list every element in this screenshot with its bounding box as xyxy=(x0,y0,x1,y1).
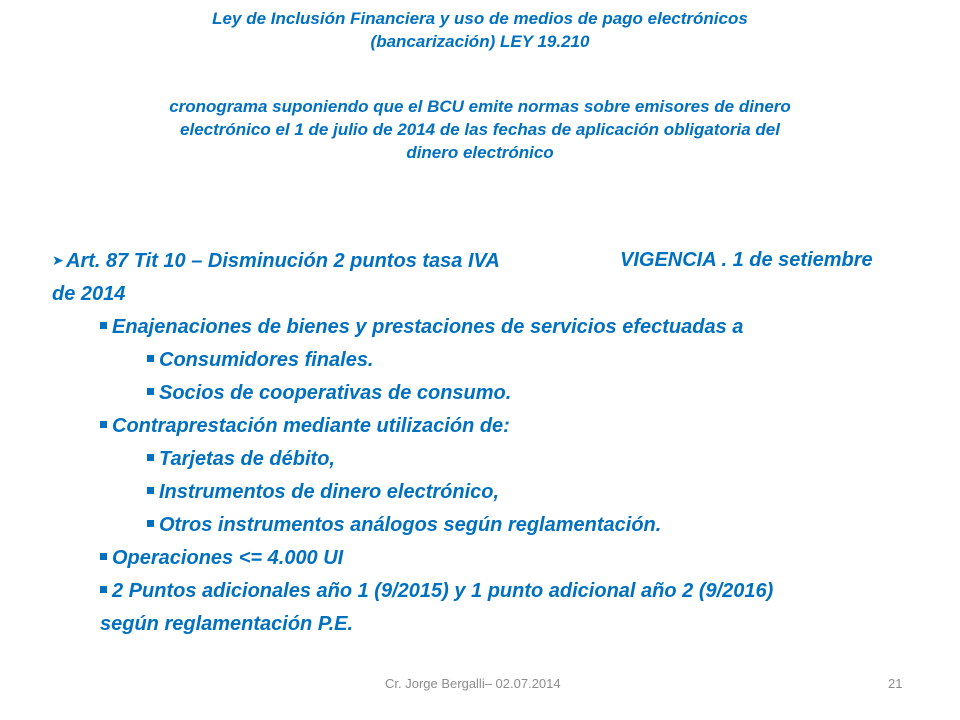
square-bullet-icon xyxy=(100,421,107,428)
square-bullet-icon xyxy=(147,454,154,461)
list-item: Contraprestación mediante utilización de: xyxy=(52,410,922,443)
square-bullet-icon xyxy=(100,586,107,593)
list-item: Operaciones <= 4.000 UI xyxy=(52,542,922,575)
article-text: Art. 87 Tit 10 – Disminución 2 puntos tasa IVA xyxy=(66,250,500,272)
square-bullet-icon xyxy=(147,520,154,527)
subtitle-line-2: electrónico el 1 de julio de 2014 de las fechas de aplicación obligatoria del xyxy=(180,120,780,139)
vigencia-text: VIGENCIA . 1 de setiembre xyxy=(620,249,873,271)
list-item-continued: según reglamentación P.E. xyxy=(100,613,354,635)
list-item: Enajenaciones de bienes y prestaciones de servicios efectuadas a xyxy=(52,311,922,344)
square-bullet-icon xyxy=(100,322,107,329)
square-bullet-icon xyxy=(147,355,154,362)
square-bullet-icon xyxy=(147,388,154,395)
list-item: Consumidores finales. xyxy=(52,344,922,377)
square-bullet-icon xyxy=(147,487,154,494)
bullet-list xyxy=(52,244,922,641)
subtitle-line-1: cronograma suponiendo que el BCU emite normas sobre emisores de dinero xyxy=(169,97,791,116)
list-item: Otros instrumentos análogos según reglamentación. xyxy=(52,509,922,542)
article-line-continued: de 2014 xyxy=(52,283,126,305)
article-line xyxy=(52,244,922,278)
slide-subtitle xyxy=(0,95,960,164)
list-item: Socios de cooperativas de consumo. xyxy=(52,377,922,410)
square-bullet-icon xyxy=(100,553,107,560)
arrow-bullet-icon: ➤ xyxy=(52,252,64,268)
list-item: Tarjetas de débito, xyxy=(52,443,922,476)
subtitle-line-3: dinero electrónico xyxy=(406,143,554,162)
title-line-1: Ley de Inclusión Financiera y uso de medios de pago electrónicos xyxy=(212,9,748,28)
footer-author: Cr. Jorge Bergalli– 02.07.2014 xyxy=(385,676,561,691)
title-line-2: (bancarización) LEY 19.210 xyxy=(370,32,590,51)
slide-title xyxy=(0,7,960,53)
list-item: Instrumentos de dinero electrónico, xyxy=(52,476,922,509)
list-item: 2 Puntos adicionales año 1 (9/2015) y 1 punto adicional año 2 (9/2016) xyxy=(52,575,922,608)
page-number: 21 xyxy=(888,676,903,691)
